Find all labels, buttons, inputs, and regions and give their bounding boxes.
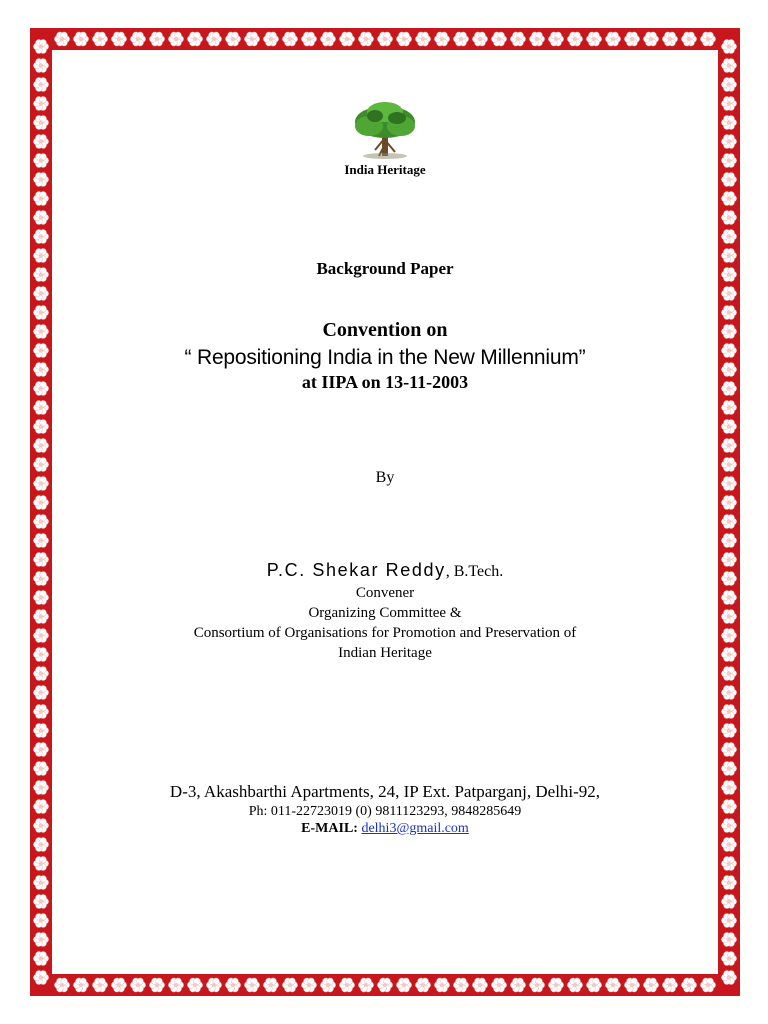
logo bbox=[52, 98, 718, 165]
email-label: E-MAIL: bbox=[301, 821, 358, 836]
author-name: P.C. Shekar Reddy bbox=[266, 560, 446, 580]
tree-icon bbox=[347, 98, 423, 160]
author-degree: , B.Tech. bbox=[445, 563, 504, 580]
cover-content bbox=[52, 50, 718, 974]
by-label: By bbox=[375, 469, 395, 486]
convention-heading: Convention on bbox=[322, 319, 448, 341]
contact-email-line bbox=[52, 821, 718, 837]
email-link[interactable]: delhi3@gmail.com bbox=[361, 821, 469, 836]
convention-title: “ Repositioning India in the New Millennium” bbox=[184, 346, 586, 369]
author-committee: Organizing Committee & bbox=[308, 605, 462, 621]
document-type-heading: Background Paper bbox=[316, 259, 454, 278]
author-consortium: Consortium of Organisations for Promotion and Preservation of bbox=[193, 625, 577, 641]
author-role: Convener bbox=[355, 585, 415, 601]
contact-phone: Ph: 011-22723019 (0) 9811123293, 9848285649 bbox=[248, 804, 522, 819]
author-line bbox=[52, 560, 718, 581]
contact-address: D-3, Akashbarthi Apartments, 24, IP Ext. Patparganj, Delhi-92, bbox=[169, 782, 601, 801]
logo-caption: India Heritage bbox=[344, 162, 426, 177]
author-consortium-cont: Indian Heritage bbox=[338, 645, 432, 661]
convention-venue-date: at IIPA on 13-11-2003 bbox=[301, 372, 469, 392]
